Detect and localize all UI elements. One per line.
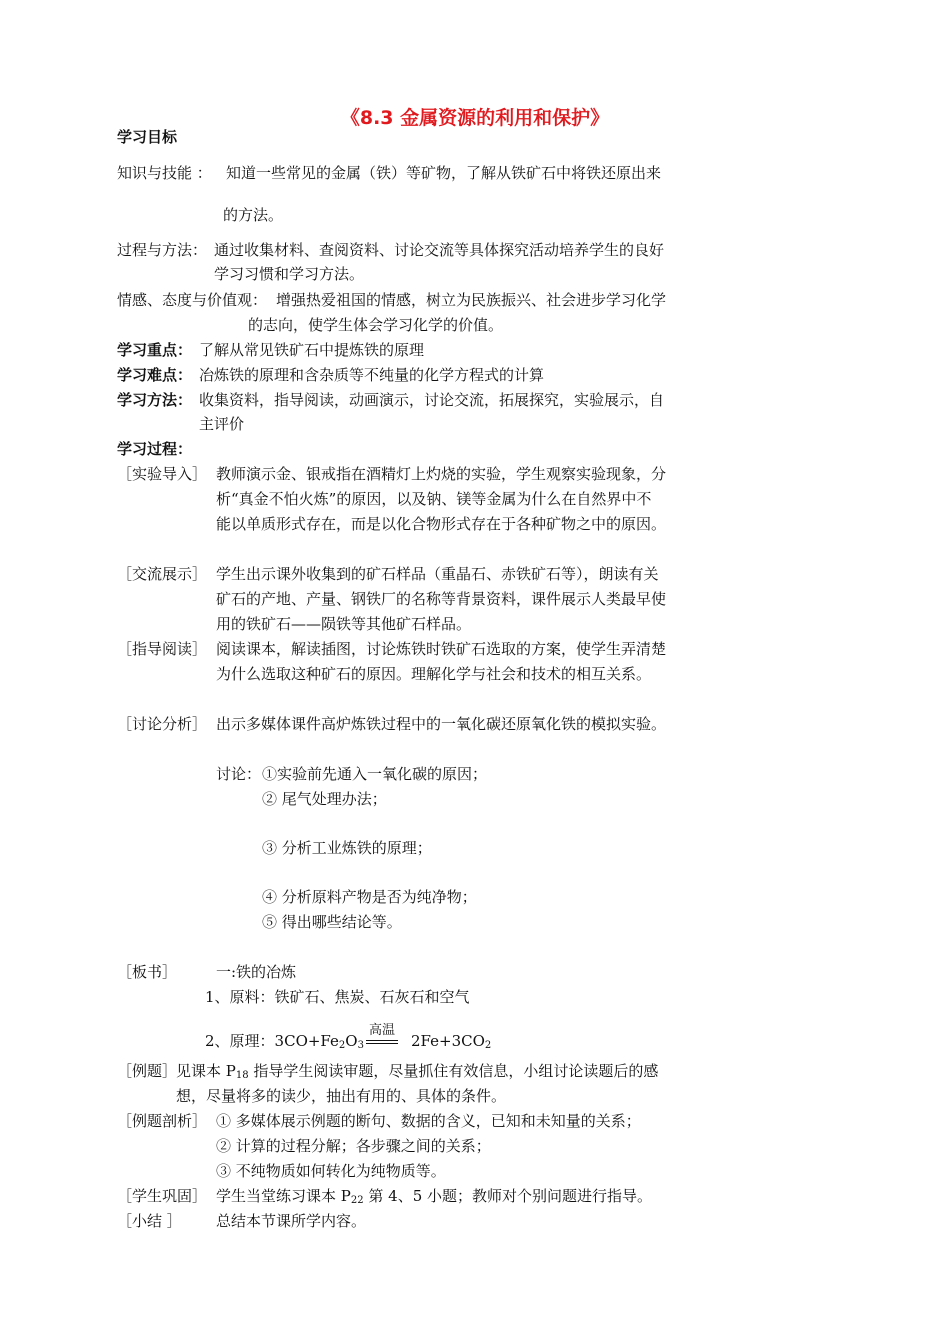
reading-line: 阅读课本，解读插图，讨论炼铁时铁矿石选取的方案，使学生弄清楚	[216, 640, 667, 658]
discuss-prefix: 讨论：	[216, 765, 262, 783]
exchange-label: ［交流展示］	[117, 565, 208, 583]
exchange-line: 学生出示课外收集到的矿石样品（重晶石、赤铁矿石等），朗读有关	[216, 565, 659, 583]
process-line: 学习习惯和学习方法。	[214, 265, 365, 283]
intro-label: ［实验导入］	[117, 465, 208, 483]
discuss-item: ⑤ 得出哪些结论等。	[262, 913, 402, 931]
board-heading: 一:铁的冶炼	[216, 963, 297, 981]
reaction-condition: 高温	[368, 1023, 395, 1038]
equation-left: $3CO+Fe_2O_3$	[274, 1032, 364, 1051]
analysis-item: ① 多媒体展示例题的断句、数据的含义，已知和未知量的关系；	[216, 1112, 641, 1130]
exchange-line: 矿石的产地、产量、钢铁厂的名称等背景资料，课件展示人类最早使	[216, 590, 667, 608]
difficulty-label: 学习难点：	[117, 366, 193, 384]
discuss-item: ①实验前先通入一氧化碳的原因；	[262, 765, 488, 783]
reading-line: 为什么选取这种矿石的原因。理解化学与社会和技术的相互关系。	[216, 665, 652, 683]
knowledge-line: 的方法。	[223, 206, 284, 224]
practice-line: 学生当堂练习课本 $P_{22}$ 第 4、5 小题；教师对个别问题进行指导。	[216, 1187, 653, 1206]
example-line: 见课本 $P_{18}$ 指导学生阅读审题，尽量抓住有效信息，小组讨论读题后的感	[176, 1062, 659, 1081]
knowledge-line: 知道一些常见的金属（铁）等矿物，了解从铁矿石中将铁还原出来	[226, 164, 662, 182]
discuss-item: ② 尾气处理办法；	[262, 790, 387, 808]
practice-label: ［学生巩固］	[117, 1187, 208, 1205]
process-line: 通过收集材料、查阅资料、讨论交流等具体探究活动培养学生的良好	[214, 241, 665, 259]
process-label: 过程与方法：	[117, 241, 208, 259]
intro-line: 教师演示金、银戒指在酒精灯上灼烧的实验，学生观察实验现象，分	[216, 465, 667, 483]
objectives-heading: 学习目标	[117, 128, 178, 146]
discuss-item: ④ 分析原料产物是否为纯净物；	[262, 888, 477, 906]
board-line	[205, 1031, 364, 1056]
difficulty-text: 冶炼铁的原理和含杂质等不纯量的化学方程式的计算	[199, 366, 545, 384]
exchange-line: 用的铁矿石——陨铁等其他矿石样品。	[216, 615, 472, 633]
discuss-label: ［讨论分析］	[117, 715, 208, 733]
example-label: ［例题］	[117, 1062, 178, 1080]
method-line: 主评价	[199, 415, 245, 433]
emotion-line: 增强热爱祖国的情感，树立为民族振兴、社会进步学习化学	[276, 291, 667, 309]
knowledge-label: 知识与技能 ：	[117, 164, 212, 182]
board-line-prefix: 2、原理：	[205, 1032, 275, 1050]
page-title: 《8.3 金属资源的利用和保护》	[340, 107, 610, 129]
process-heading: 学习过程：	[117, 440, 193, 458]
analysis-item: ② 计算的过程分解；各步骤之间的关系；	[216, 1137, 491, 1155]
discuss-line: 出示多媒体课件高炉炼铁过程中的一氧化碳还原氧化铁的模拟实验。	[216, 715, 667, 733]
board-label: ［板书］	[117, 963, 178, 981]
intro-line: 能以单质形式存在，而是以化合物形式存在于各种矿物之中的原因。	[216, 515, 667, 533]
emotion-line: 的志向，使学生体会学习化学的价值。	[248, 316, 504, 334]
analysis-item: ③ 不纯物质如何转化为纯物质等。	[216, 1162, 446, 1180]
method-label: 学习方法：	[117, 391, 193, 409]
emotion-label: 情感、态度与价值观：	[117, 291, 268, 309]
summary-text: 总结本节课所学内容。	[216, 1212, 367, 1230]
focus-text: 了解从常见铁矿石中提炼铁的原理	[199, 341, 425, 359]
analysis-label: ［例题剖析］	[117, 1112, 208, 1130]
method-line: 收集资料，指导阅读，动画演示，讨论交流，拓展探究，实验展示，自	[199, 391, 665, 409]
intro-line: 析“真金不怕火炼”的原因，以及钠、镁等金属为什么在自然界中不	[216, 490, 652, 508]
example-line: 想，尽量将多的读少，抽出有用的、具体的条件。	[176, 1087, 507, 1105]
equation-right: $2Fe+3CO_2$	[411, 1032, 492, 1051]
summary-label: ［小结 ］	[117, 1212, 182, 1230]
reading-label: ［指导阅读］	[117, 640, 208, 658]
arrow-line	[366, 1043, 398, 1044]
discuss-item: ③ 分析工业炼铁的原理；	[262, 839, 432, 857]
focus-label: 学习重点：	[117, 341, 193, 359]
arrow-line	[366, 1040, 398, 1041]
board-line: 1、原料：铁矿石、焦炭、石灰石和空气	[205, 988, 470, 1006]
